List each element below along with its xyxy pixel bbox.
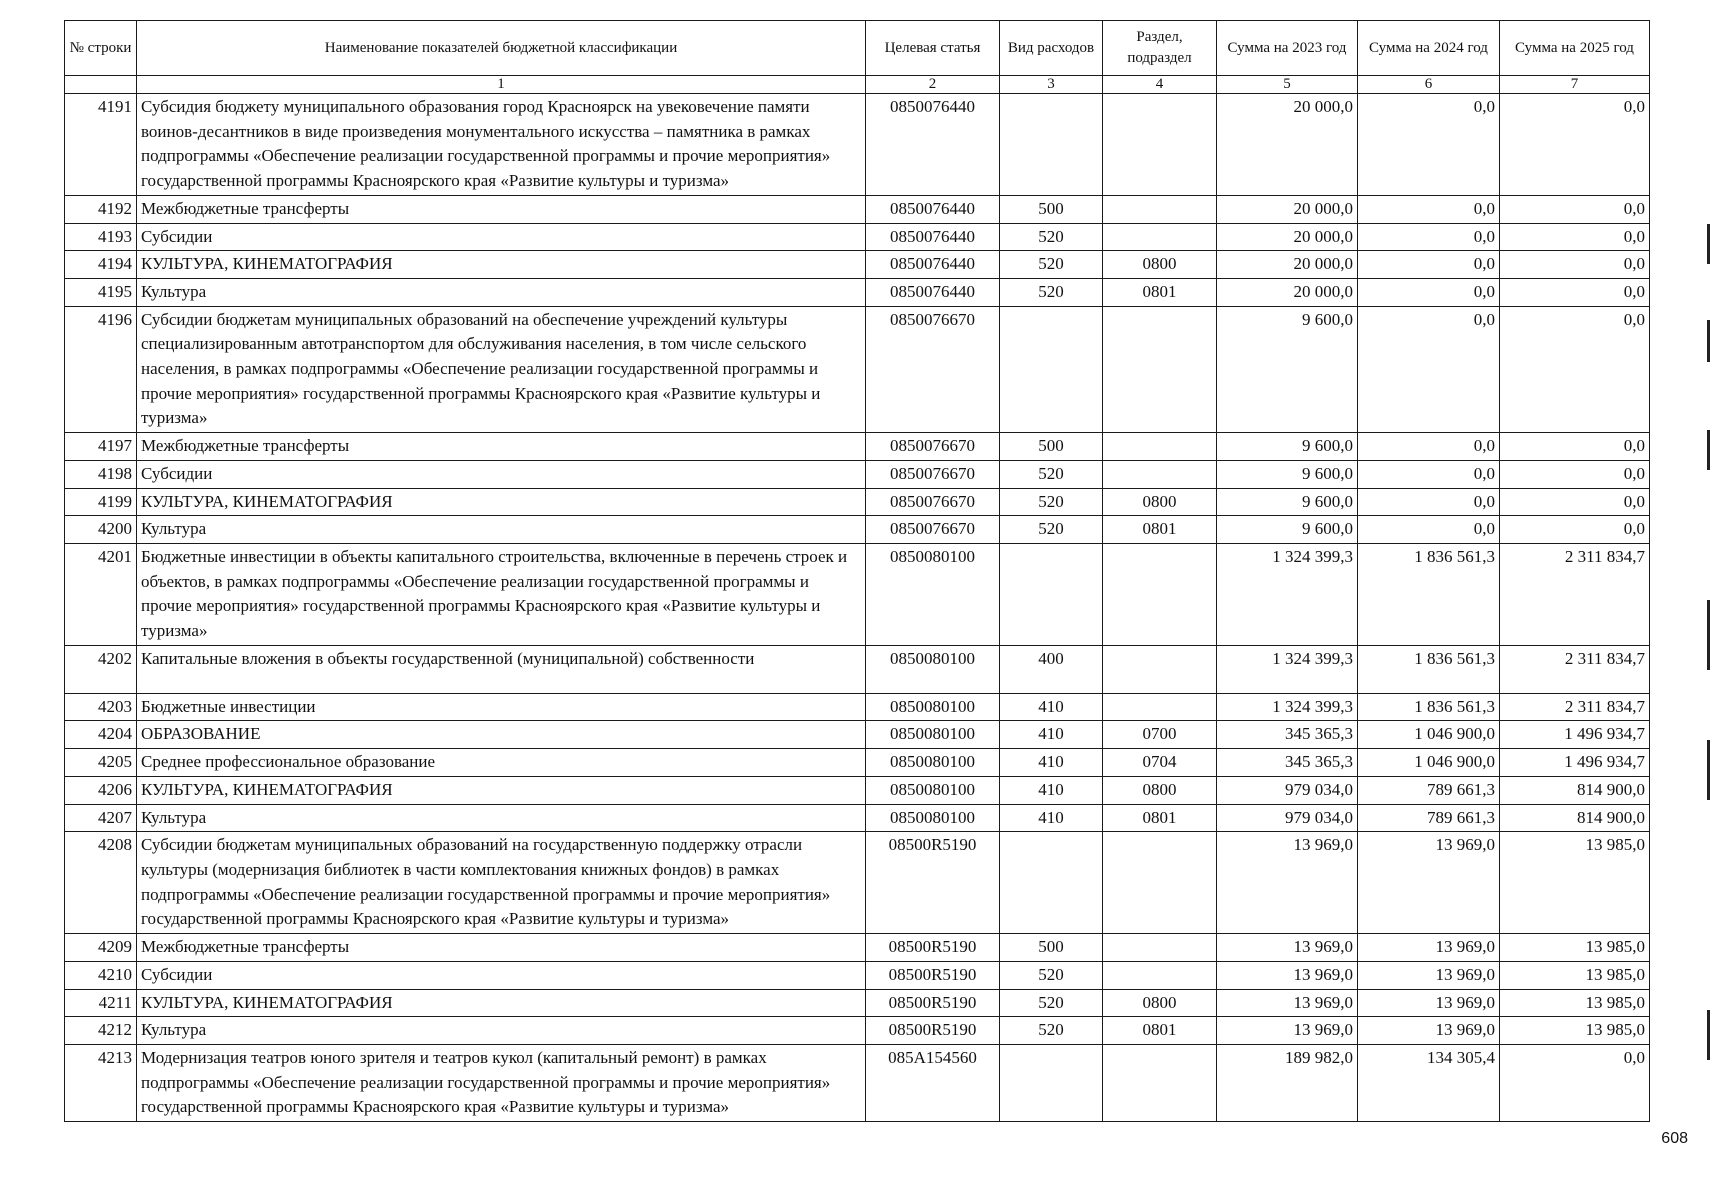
row-sum-2025: 2 311 834,7 [1500,543,1650,645]
row-section [1103,195,1217,223]
row-sum-2023: 1 324 399,3 [1217,645,1358,693]
table-body [65,94,1650,1122]
row-number: 4199 [65,488,137,516]
row-section [1103,934,1217,962]
row-number: 4206 [65,776,137,804]
row-sum-2024: 1 836 561,3 [1358,645,1500,693]
row-number: 4200 [65,516,137,544]
row-sum-2024: 13 969,0 [1358,1017,1500,1045]
row-sum-2024: 13 969,0 [1358,961,1500,989]
table-row [65,433,1650,461]
row-sum-2024: 1 046 900,0 [1358,721,1500,749]
row-sum-2023: 9 600,0 [1217,433,1358,461]
row-name: Субсидия бюджету муниципального образования город Красноярск на увековечение памяти воинов-десантников в виде произведения монументального искусства – памятника в рамках подпрограммы «Обеспечение реализации государственной программы и прочие мероприятия» государственной программы Красноярского края «Развитие культуры и туризма» [137,94,866,196]
row-name: ОБРАЗОВАНИЕ [137,721,866,749]
row-target: 0850076670 [866,488,1000,516]
row-sum-2025: 1 496 934,7 [1500,721,1650,749]
row-section [1103,460,1217,488]
row-sum-2023: 20 000,0 [1217,223,1358,251]
row-sum-2024: 0,0 [1358,94,1500,196]
table-row [65,989,1650,1017]
table-row [65,195,1650,223]
row-sum-2023: 9 600,0 [1217,488,1358,516]
row-expense-type [1000,543,1103,645]
table-row [65,1017,1650,1045]
row-target: 0850080100 [866,804,1000,832]
row-sum-2024: 1 836 561,3 [1358,543,1500,645]
row-name: Межбюджетные трансферты [137,195,866,223]
row-name: Культура [137,804,866,832]
row-number: 4213 [65,1044,137,1121]
row-expense-type: 500 [1000,433,1103,461]
row-name: КУЛЬТУРА, КИНЕМАТОГРАФИЯ [137,989,866,1017]
column-number: 7 [1500,76,1650,94]
row-target: 0850076670 [866,460,1000,488]
column-number: 3 [1000,76,1103,94]
header-section: Раздел, подраздел [1103,21,1217,76]
row-name: Модернизация театров юного зрителя и театров кукол (капитальный ремонт) в рамках подпрограммы «Обеспечение реализации государственной программы и прочие мероприятия» государственной программы Красноярского края «Развитие культуры и туризма» [137,1044,866,1121]
table-row [65,94,1650,196]
row-target: 08500R5190 [866,961,1000,989]
row-sum-2024: 0,0 [1358,195,1500,223]
row-sum-2025: 13 985,0 [1500,832,1650,934]
row-sum-2024: 0,0 [1358,488,1500,516]
table-row [65,832,1650,934]
table-row [65,721,1650,749]
row-number: 4197 [65,433,137,461]
table-row [65,804,1650,832]
row-number: 4195 [65,278,137,306]
row-sum-2024: 13 969,0 [1358,989,1500,1017]
row-sum-2023: 1 324 399,3 [1217,543,1358,645]
row-expense-type: 520 [1000,1017,1103,1045]
row-sum-2025: 13 985,0 [1500,989,1650,1017]
row-target: 0850080100 [866,776,1000,804]
row-target: 0850076440 [866,223,1000,251]
row-sum-2023: 13 969,0 [1217,961,1358,989]
row-section: 0801 [1103,278,1217,306]
row-sum-2025: 0,0 [1500,516,1650,544]
row-section [1103,1044,1217,1121]
scan-edge-mark [1707,740,1710,800]
row-target: 0850076440 [866,94,1000,196]
row-sum-2023: 13 969,0 [1217,989,1358,1017]
row-sum-2023: 1 324 399,3 [1217,693,1358,721]
row-number: 4211 [65,989,137,1017]
header-name: Наименование показателей бюджетной классификации [137,21,866,76]
header-sum-2024: Сумма на 2024 год [1358,21,1500,76]
row-section [1103,693,1217,721]
row-name: КУЛЬТУРА, КИНЕМАТОГРАФИЯ [137,251,866,279]
row-name: Бюджетные инвестиции в объекты капитального строительства, включенные в перечень строек и объектов, в рамках подпрограммы «Обеспечение реализации государственной программы и прочие мероприятия» государственной программы Красноярского края «Развитие культуры и туризма» [137,543,866,645]
row-target: 0850080100 [866,721,1000,749]
table-row [65,1044,1650,1121]
row-sum-2023: 13 969,0 [1217,832,1358,934]
table-row [65,645,1650,693]
row-target: 08500R5190 [866,832,1000,934]
row-sum-2023: 979 034,0 [1217,804,1358,832]
row-section: 0801 [1103,1017,1217,1045]
row-sum-2025: 0,0 [1500,460,1650,488]
row-sum-2025: 13 985,0 [1500,961,1650,989]
row-sum-2024: 0,0 [1358,278,1500,306]
row-number: 4204 [65,721,137,749]
row-sum-2023: 345 365,3 [1217,721,1358,749]
row-sum-2025: 0,0 [1500,433,1650,461]
row-expense-type [1000,1044,1103,1121]
row-expense-type [1000,306,1103,433]
row-sum-2024: 1 836 561,3 [1358,693,1500,721]
row-section: 0801 [1103,516,1217,544]
row-number: 4196 [65,306,137,433]
column-number-blank [65,76,137,94]
row-number: 4201 [65,543,137,645]
row-sum-2023: 345 365,3 [1217,749,1358,777]
row-sum-2025: 0,0 [1500,1044,1650,1121]
row-number: 4210 [65,961,137,989]
row-sum-2024: 13 969,0 [1358,832,1500,934]
row-target: 0850076440 [866,278,1000,306]
row-sum-2025: 814 900,0 [1500,776,1650,804]
row-sum-2025: 0,0 [1500,94,1650,196]
row-expense-type: 520 [1000,488,1103,516]
row-sum-2025: 0,0 [1500,278,1650,306]
row-sum-2024: 0,0 [1358,460,1500,488]
row-sum-2025: 0,0 [1500,488,1650,516]
row-sum-2023: 13 969,0 [1217,934,1358,962]
row-target: 0850076440 [866,251,1000,279]
table-row [65,776,1650,804]
row-sum-2024: 0,0 [1358,223,1500,251]
row-number: 4192 [65,195,137,223]
row-target: 0850080100 [866,543,1000,645]
row-expense-type: 520 [1000,516,1103,544]
budget-table [64,20,1650,1122]
row-expense-type: 410 [1000,804,1103,832]
row-sum-2025: 2 311 834,7 [1500,693,1650,721]
row-name: Бюджетные инвестиции [137,693,866,721]
row-name: КУЛЬТУРА, КИНЕМАТОГРАФИЯ [137,488,866,516]
row-target: 08500R5190 [866,989,1000,1017]
row-number: 4208 [65,832,137,934]
row-sum-2023: 9 600,0 [1217,516,1358,544]
row-name: Межбюджетные трансферты [137,934,866,962]
row-number: 4209 [65,934,137,962]
scan-edge-mark [1707,1010,1710,1060]
row-target: 0850080100 [866,749,1000,777]
row-section: 0704 [1103,749,1217,777]
row-expense-type: 520 [1000,251,1103,279]
row-expense-type: 520 [1000,460,1103,488]
row-number: 4205 [65,749,137,777]
row-sum-2025: 2 311 834,7 [1500,645,1650,693]
row-expense-type: 500 [1000,195,1103,223]
row-sum-2024: 1 046 900,0 [1358,749,1500,777]
row-section: 0800 [1103,251,1217,279]
row-name: Капитальные вложения в объекты государственной (муниципальной) собственности [137,645,866,693]
row-sum-2025: 13 985,0 [1500,934,1650,962]
row-number: 4191 [65,94,137,196]
row-expense-type [1000,94,1103,196]
row-sum-2023: 189 982,0 [1217,1044,1358,1121]
table-row [65,516,1650,544]
row-number: 4193 [65,223,137,251]
row-sum-2025: 13 985,0 [1500,1017,1650,1045]
row-sum-2025: 0,0 [1500,251,1650,279]
row-expense-type: 520 [1000,223,1103,251]
row-section [1103,94,1217,196]
row-sum-2025: 0,0 [1500,223,1650,251]
row-expense-type: 410 [1000,749,1103,777]
row-name: Межбюджетные трансферты [137,433,866,461]
header-row [65,21,1650,76]
row-sum-2025: 1 496 934,7 [1500,749,1650,777]
row-sum-2025: 0,0 [1500,306,1650,433]
row-name: Культура [137,516,866,544]
row-target: 0850080100 [866,645,1000,693]
row-name: Субсидии [137,223,866,251]
column-number-row [65,76,1650,94]
row-expense-type: 410 [1000,776,1103,804]
table-row [65,749,1650,777]
table-row [65,488,1650,516]
header-sum-2023: Сумма на 2023 год [1217,21,1358,76]
header-expense-type: Вид расходов [1000,21,1103,76]
row-sum-2023: 13 969,0 [1217,1017,1358,1045]
row-name: Среднее профессиональное образование [137,749,866,777]
row-sum-2024: 789 661,3 [1358,776,1500,804]
row-expense-type: 410 [1000,721,1103,749]
table-row [65,306,1650,433]
scan-edge-mark [1707,600,1710,670]
table-row [65,961,1650,989]
header-target: Целевая статья [866,21,1000,76]
row-section [1103,306,1217,433]
row-sum-2025: 0,0 [1500,195,1650,223]
row-number: 4203 [65,693,137,721]
column-number: 5 [1217,76,1358,94]
row-name: Субсидии бюджетам муниципальных образований на государственную поддержку отрасли культуры (модернизация библиотек в части комплектования книжных фондов) в рамках подпрограммы «Обеспечение реализации государственной программы и прочие мероприятия» государственной программы Красноярского края «Развитие культуры и туризма» [137,832,866,934]
row-sum-2025: 814 900,0 [1500,804,1650,832]
row-sum-2023: 20 000,0 [1217,251,1358,279]
row-number: 4207 [65,804,137,832]
row-sum-2023: 979 034,0 [1217,776,1358,804]
row-name: Субсидии [137,961,866,989]
column-number: 2 [866,76,1000,94]
column-number: 4 [1103,76,1217,94]
row-number: 4212 [65,1017,137,1045]
page-number: 608 [1661,1130,1688,1147]
row-expense-type: 520 [1000,278,1103,306]
row-target: 0850076440 [866,195,1000,223]
column-number: 6 [1358,76,1500,94]
row-number: 4202 [65,645,137,693]
table-row [65,223,1650,251]
row-sum-2024: 789 661,3 [1358,804,1500,832]
row-sum-2023: 20 000,0 [1217,195,1358,223]
row-sum-2024: 134 305,4 [1358,1044,1500,1121]
row-target: 08500R5190 [866,1017,1000,1045]
row-sum-2024: 0,0 [1358,516,1500,544]
row-sum-2023: 9 600,0 [1217,306,1358,433]
row-section: 0800 [1103,989,1217,1017]
row-section [1103,433,1217,461]
row-expense-type: 500 [1000,934,1103,962]
row-name: Субсидии [137,460,866,488]
row-expense-type: 410 [1000,693,1103,721]
row-section [1103,223,1217,251]
row-section: 0800 [1103,488,1217,516]
row-target: 0850076670 [866,433,1000,461]
row-expense-type: 520 [1000,961,1103,989]
row-name: Субсидии бюджетам муниципальных образований на обеспечение учреждений культуры специализированным автотранспортом для обслуживания населения, в том числе сельского населения, в рамках подпрограммы «Обеспечение реализации государственной программы и прочие мероприятия» государственной программы Красноярского края «Развитие культуры и туризма» [137,306,866,433]
row-sum-2024: 0,0 [1358,306,1500,433]
scan-edge-mark [1707,320,1710,362]
row-target: 0850076670 [866,306,1000,433]
row-target: 0850076670 [866,516,1000,544]
row-section [1103,645,1217,693]
row-target: 085A154560 [866,1044,1000,1121]
table-row [65,543,1650,645]
row-expense-type: 400 [1000,645,1103,693]
row-name: Культура [137,278,866,306]
row-target: 0850080100 [866,693,1000,721]
column-number: 1 [137,76,866,94]
table-row [65,460,1650,488]
row-sum-2024: 13 969,0 [1358,934,1500,962]
scan-edge-mark [1707,430,1710,470]
header-row-no: № строки [65,21,137,76]
row-expense-type: 520 [1000,989,1103,1017]
row-name: КУЛЬТУРА, КИНЕМАТОГРАФИЯ [137,776,866,804]
scan-edge-mark [1707,224,1710,264]
table-row [65,278,1650,306]
row-name: Культура [137,1017,866,1045]
row-section [1103,961,1217,989]
row-section: 0700 [1103,721,1217,749]
table-row [65,934,1650,962]
row-sum-2024: 0,0 [1358,251,1500,279]
row-number: 4198 [65,460,137,488]
table-row [65,251,1650,279]
row-sum-2023: 20 000,0 [1217,278,1358,306]
row-section: 0801 [1103,804,1217,832]
table-row [65,693,1650,721]
row-section [1103,543,1217,645]
row-target: 08500R5190 [866,934,1000,962]
header-sum-2025: Сумма на 2025 год [1500,21,1650,76]
row-sum-2023: 9 600,0 [1217,460,1358,488]
row-number: 4194 [65,251,137,279]
row-expense-type [1000,832,1103,934]
row-section [1103,832,1217,934]
row-sum-2023: 20 000,0 [1217,94,1358,196]
row-sum-2024: 0,0 [1358,433,1500,461]
row-section: 0800 [1103,776,1217,804]
